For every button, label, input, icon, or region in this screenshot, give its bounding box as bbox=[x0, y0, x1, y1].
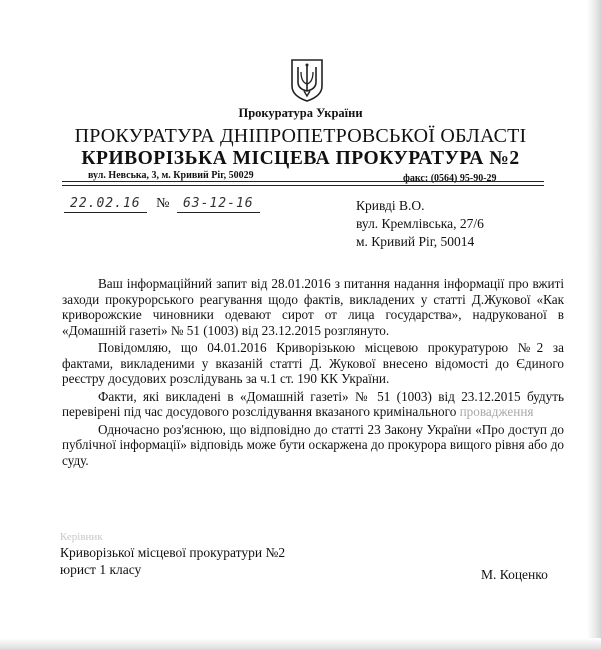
recipient-city: м. Кривий Ріг, 50014 bbox=[356, 234, 475, 249]
signature-title-faded: Керівник bbox=[60, 531, 103, 543]
outgoing-number: 63-12-16 bbox=[177, 196, 260, 213]
recipient-name: Кривді В.О. bbox=[356, 198, 425, 213]
ministry-name: Прокуратура України bbox=[238, 106, 363, 120]
signer-name: М. Коценко bbox=[481, 567, 548, 582]
paragraph-request: Ваш інформаційний запит від 28.01.2016 з питання надання інформації про вжиті заходи прокурорського реагування щодо фактів, викладених у статті Д.Жукової «Как криворожские чиновники одевают сирот от лица государства», надрукованої в «Домашній газеті» № 51 (1003) від 23.12.2015 розглянуто. bbox=[62, 276, 564, 338]
outgoing-reference bbox=[64, 196, 260, 213]
number-sign: № bbox=[156, 196, 170, 211]
signature-rank: юрист 1 класу bbox=[60, 562, 142, 577]
signature-organization: Криворізької місцевої прокуратури №2 bbox=[60, 545, 286, 560]
office-address: вул. Невська, 3, м. Кривий Ріг, 50029 bbox=[88, 170, 254, 181]
outgoing-date: 22.02.16 bbox=[64, 196, 147, 213]
paragraph-investigation-text: Факти, які викладені в «Домашній газеті» № 51 (1003) від 23.12.2015 будуть перевірені під час досудового розслідування вказаного кримінального bbox=[62, 388, 564, 419]
recipient-block bbox=[356, 197, 484, 251]
regional-office-name: ПРОКУРАТУРА ДНІПРОПЕТРОВСЬКОЇ ОБЛАСТІ bbox=[74, 125, 527, 147]
paragraph-investigation bbox=[62, 389, 564, 420]
paragraph-appeal: Одночасно роз'яснюю, що відповідно до статті 23 Закону України «Про доступ до публічної інформації» відповідь може бути оскаржена до прокурора вищого рівня або до суду. bbox=[62, 421, 564, 468]
scan-edge-bottom bbox=[0, 638, 601, 650]
local-office-name: КРИВОРІЗЬКА МІСЦЕВА ПРОКУРАТУРА №2 bbox=[81, 148, 520, 169]
recipient-street: вул. Кремлівська, 27/6 bbox=[356, 216, 484, 231]
office-fax: факс: (0564) 95-90-29 bbox=[403, 173, 497, 184]
scan-edge-right bbox=[587, 0, 601, 650]
trident-coat-of-arms-icon bbox=[290, 58, 324, 102]
paragraph-registration: Повідомляю, що 04.01.2016 Криворізькою місцевою прокуратурою №2 за фактами, викладеними у вказаній статті Д. Жукової внесено відомості до Єдиного реєстру досудових розслідувань за ч.1 ст. 190 КК України. bbox=[62, 340, 564, 386]
header-rule-thick bbox=[62, 181, 544, 182]
paragraph-investigation-faded: провадження bbox=[459, 404, 534, 419]
letter-body bbox=[62, 276, 564, 468]
header-rule-thin bbox=[62, 185, 544, 186]
